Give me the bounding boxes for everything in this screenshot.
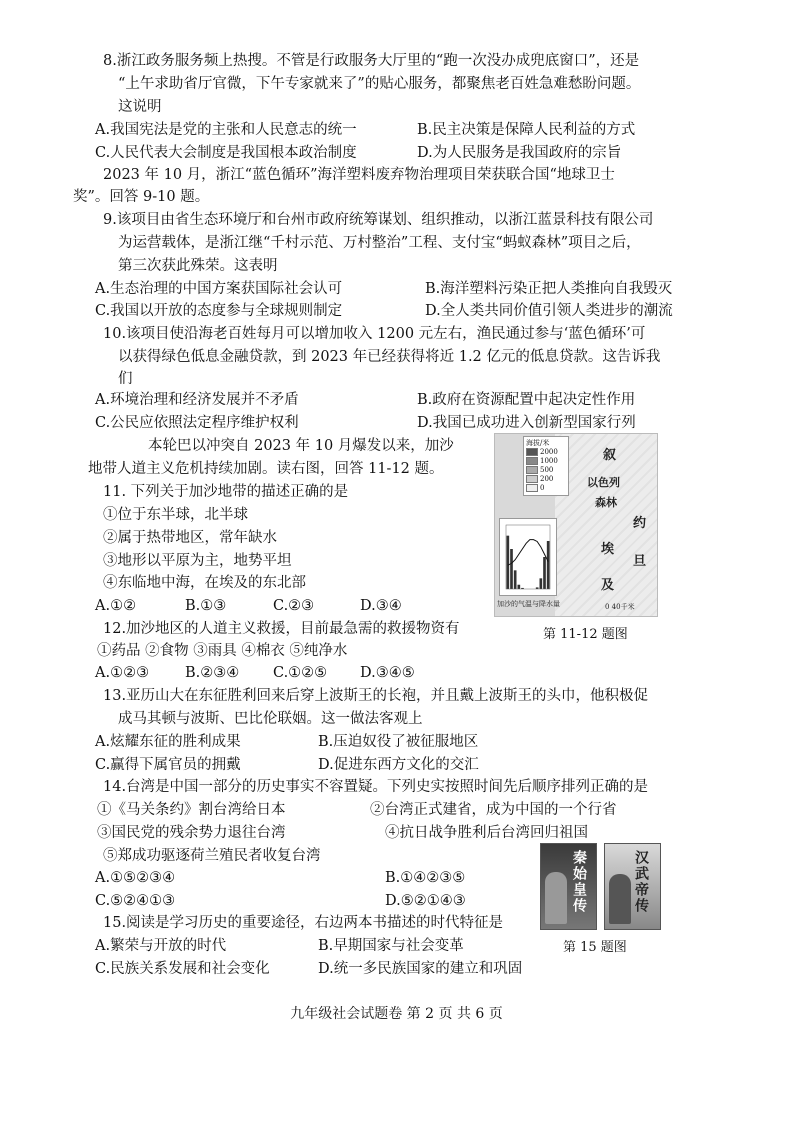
q10-stem-line2: 以获得绿色低息金融贷款，到 2023 年已经获得将近 1.2 亿元的低息贷款。这告诉我 [118, 349, 661, 365]
q11-statement-3: ③地形以平原为主，地势平坦 [103, 553, 292, 569]
q15-option-c: C.民族关系发展和社会变化 [95, 961, 270, 977]
book-title-qin: 秦始皇传 [571, 850, 587, 914]
q14-option-b: B.①④②③⑤ [385, 870, 466, 886]
q12-option-a: A.①②③ [95, 665, 150, 681]
q14-option-c: C.⑤②④①③ [95, 893, 176, 909]
q8-stem-line3: 这说明 [118, 99, 162, 115]
map-label-forest: 森林 [595, 496, 617, 509]
q10-option-d: D.我国已成功进入创新型国家行列 [417, 415, 636, 431]
legend-title: 海拔/米 [526, 439, 550, 447]
q12-items: ①药品 ②食物 ③雨具 ④棉衣 ⑤纯净水 [97, 643, 348, 659]
q13-stem-line1: 13.亚历山大在东征胜利回来后穿上波斯王的长袍，并且戴上波斯王的头巾，他积极促 [103, 688, 649, 704]
q14-option-d: D.⑤②①④③ [385, 893, 466, 909]
book-cover-han [604, 843, 661, 930]
q13-option-a: A.炫耀东征的胜利成果 [95, 734, 241, 750]
q10-stem-line3: 们 [118, 371, 133, 387]
map-label-egypt: 埃 [601, 542, 615, 557]
climate-chart-svg [500, 519, 556, 595]
precip-bar [507, 536, 510, 589]
q14-statement-1: ①《马关条约》割台湾给日本 [97, 802, 286, 818]
legend-row [526, 466, 566, 475]
q15-option-d: D.统一多民族国家的建立和巩固 [318, 961, 523, 977]
map-label-syria: 叙 [603, 448, 617, 463]
q15-option-a: A.繁荣与开放的时代 [95, 938, 227, 954]
precip-bar [547, 541, 550, 589]
book-title-han: 汉武帝传 [633, 850, 649, 914]
q15-stem: 15.阅读是学习历史的重要途径，右边两本书描述的时代特征是 [103, 915, 504, 931]
q11-stem: 11. 下列关于加沙地带的描述正确的是 [103, 484, 349, 500]
q12-option-c: C.①②⑤ [273, 665, 328, 681]
q10-stem-line1: 10.该项目使沿海老百姓每月可以增加收入 1200 元左右，渔民通过参与‘蓝色循环’可 [103, 326, 646, 342]
book-cover-qin [540, 843, 597, 930]
map-scale: 0 40千米 [605, 603, 635, 611]
q13-option-b: B.压迫奴役了被征服地区 [318, 734, 479, 750]
page-footer: 九年级社会试题卷 第 2 页 共 6 页 [290, 1006, 503, 1022]
map-label-israel: 以色列 [587, 476, 620, 489]
intro-11-12-line2: 地带人道主义危机持续加剧。读右图，回答 11-12 题。 [88, 461, 444, 477]
climate-chart-title: 加沙的气温与降水量 [497, 600, 560, 608]
intro-9-10-line2: 奖”。回答 9-10 题。 [73, 189, 210, 205]
q11-option-c: C.②③ [273, 598, 315, 614]
q11-option-b: B.①③ [185, 598, 227, 614]
q8-option-b: B.民主决策是保障人民利益的方式 [417, 122, 636, 138]
q14-statement-4: ④抗日战争胜利后台湾回归祖国 [385, 825, 588, 841]
legend-row [526, 448, 566, 457]
q14-option-a: A.①⑤②③④ [95, 870, 176, 886]
q12-option-b: B.②③④ [185, 665, 240, 681]
precip-bar [540, 578, 543, 589]
legend-value: 1000 [540, 457, 558, 465]
intro-11-12-line1: 本轮巴以冲突自 2023 年 10 月爆发以来，加沙 [148, 438, 454, 454]
q12-stem: 12.加沙地区的人道主义救援，目前最急需的救援物资有 [103, 621, 460, 637]
q12-option-d: D.③④⑤ [360, 665, 415, 681]
q15-option-b: B.早期国家与社会变革 [318, 938, 464, 954]
q9-stem-line2: 为运营载体，是浙江继“千村示范、万村整治”工程、支付宝“蚂蚁森林”项目之后， [118, 235, 641, 251]
legend-value: 2000 [540, 448, 558, 456]
q9-stem-line1: 9.该项目由省生态环境厅和台州市政府统筹谋划、组织推动，以浙江蓝景科技有限公司 [103, 212, 654, 228]
q9-stem-line3: 第三次获此殊荣。这表明 [118, 258, 278, 274]
map-label-ji: 及 [601, 578, 615, 593]
q10-option-c: C.公民应依照法定程序维护权利 [95, 415, 299, 431]
figure-15-caption: 第 15 题图 [563, 940, 627, 955]
legend-value: 0 [540, 484, 545, 492]
q14-stem: 14.台湾是中国一部分的历史事实不容置疑。下列史实按照时间先后顺序排列正确的是 [103, 779, 649, 795]
q11-statement-2: ②属于热带地区，常年缺水 [103, 530, 277, 546]
legend-row [526, 457, 566, 466]
intro-9-10-line1: 2023 年 10 月，浙江“蓝色循环”海洋塑料废弃物治理项目荣获联合国“地球卫士 [103, 167, 615, 183]
book-portrait-qin [545, 872, 567, 924]
q8-option-c: C.人民代表大会制度是我国根本政治制度 [95, 145, 357, 161]
book-portrait-han [609, 874, 631, 924]
q13-option-c: C.赢得下属官员的拥戴 [95, 757, 241, 773]
climate-chart [499, 518, 557, 596]
precip-bar [543, 557, 546, 589]
q8-option-d: D.为人民服务是我国政府的宗旨 [417, 145, 622, 161]
q11-statement-1: ①位于东半球，北半球 [103, 507, 248, 523]
map-label-dan: 旦 [633, 554, 647, 569]
q14-statement-5: ⑤郑成功驱逐荷兰殖民者收复台湾 [103, 848, 321, 864]
precip-bar [518, 585, 521, 589]
q10-option-a: A.环境治理和经济发展并不矛盾 [95, 392, 299, 408]
q10-option-b: B.政府在资源配置中起决定性作用 [417, 392, 636, 408]
legend-value: 200 [540, 475, 554, 483]
q13-stem-line2: 成马其顿与波斯、巴比伦联姻。这一做法客观上 [118, 711, 423, 727]
elevation-legend [523, 436, 569, 496]
gaza-map-figure [494, 433, 658, 617]
q9-option-d: D.全人类共同价值引领人类进步的潮流 [425, 303, 673, 319]
figure-11-12-caption: 第 11-12 题图 [543, 627, 628, 642]
q9-option-a: A.生态治理的中国方案获国际社会认可 [95, 281, 343, 297]
legend-row [526, 475, 566, 484]
precip-bar [510, 549, 513, 589]
q11-option-a: A.①② [95, 598, 137, 614]
q8-option-a: A.我国宪法是党的主张和人民意志的统一 [95, 122, 357, 138]
q8-stem-line2: “上午求助省厅官微，下午专家就来了”的贴心服务，都聚焦老百姓急难愁盼问题。 [118, 76, 641, 92]
q11-statement-4: ④东临地中海，在埃及的东北部 [103, 575, 306, 591]
q9-option-b: B.海洋塑料污染正把人类推向自我毁灭 [425, 281, 673, 297]
legend-row [526, 484, 566, 493]
temperature-line [508, 540, 548, 566]
map-label-jordan: 约 [633, 516, 647, 531]
q9-option-c: C.我国以开放的态度参与全球规则制定 [95, 303, 343, 319]
q8-stem-line1: 8.浙江政务服务频上热搜。不管是行政服务大厅里的“跑一次没办成兜底窗口”，还是 [103, 53, 640, 69]
q14-statement-3: ③国民党的残余势力退往台湾 [97, 825, 286, 841]
precip-bar [514, 570, 517, 589]
q13-option-d: D.促进东西方文化的交汇 [318, 757, 479, 773]
legend-value: 500 [540, 466, 554, 474]
q11-option-d: D.③④ [360, 598, 402, 614]
q14-statement-2: ②台湾正式建省，成为中国的一个行省 [370, 802, 617, 818]
